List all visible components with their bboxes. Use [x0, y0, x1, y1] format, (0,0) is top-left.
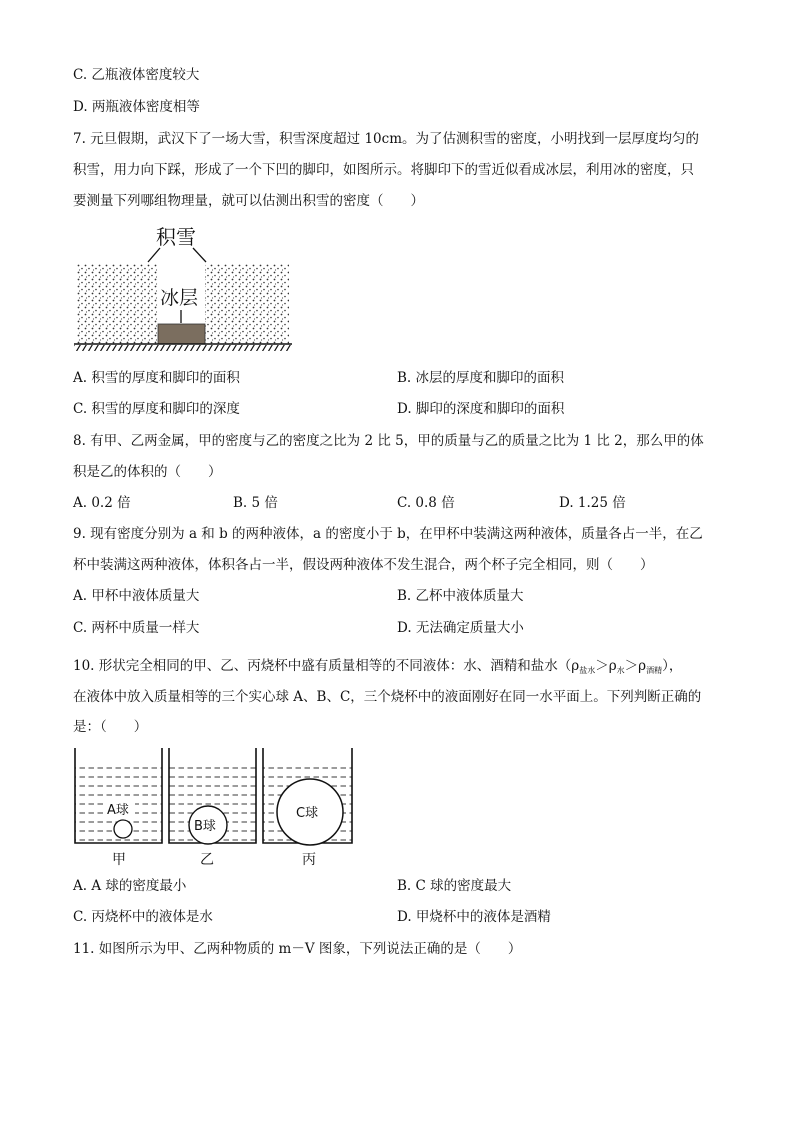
q9-stem-line1: 9. 现有密度分别为 a 和 b 的两种液体，a 的密度小于 b，在甲杯中装满这两种液体，质量各占一半，在乙: [73, 526, 703, 542]
cup-label-bing: 丙: [302, 852, 316, 868]
beaker-bing: [263, 748, 352, 845]
snow-block-right: [205, 264, 289, 344]
q10-stem-line2: 在液体中放入质量相等的三个实心球 A、B、C，三个烧杯中的液面刚好在同一水平面上。下列判断正确的: [73, 689, 702, 705]
q9-option-c: C. 两杯中质量一样大: [73, 620, 200, 636]
cup-label-jia: 甲: [112, 852, 126, 868]
q10-option-d: D. 甲烧杯中的液体是酒精: [397, 909, 551, 925]
beaker-yi: [169, 748, 256, 844]
ball-c-label: C球: [296, 806, 319, 821]
q9-option-b: B. 乙杯中液体质量大: [397, 588, 524, 604]
cup-label-yi: 乙: [200, 852, 214, 868]
q10-option-c: C. 丙烧杯中的液体是水: [73, 909, 213, 925]
q7-snow-footprint-figure: [70, 222, 300, 357]
q7-option-b: B. 冰层的厚度和脚印的面积: [397, 370, 565, 386]
q7-option-d: D. 脚印的深度和脚印的面积: [397, 401, 565, 417]
q7-option-a: A. 积雪的厚度和脚印的面积: [73, 370, 240, 386]
q6-option-c: C. 乙瓶液体密度较大: [73, 67, 200, 83]
q10-beakers-figure: [70, 746, 360, 870]
rho-sub-alcohol: 酒精: [646, 666, 663, 675]
q7-stem-line3: 要测量下列哪组物理量，就可以估测出积雪的密度（ ）: [73, 193, 424, 209]
snow-block-left: [76, 264, 158, 344]
q9-stem-line2: 杯中装满这两种液体，体积各占一半，假设两种液体不发生混合，两个杯子完全相同，则（ ）: [73, 557, 654, 573]
rho-sub-brine: 盐水: [579, 666, 596, 675]
q8-option-b: B. 5 倍: [233, 495, 278, 511]
ball-a-label: A球: [107, 803, 129, 818]
q7-option-c: C. 积雪的厚度和脚印的深度: [73, 401, 240, 417]
beaker-jia: [75, 748, 162, 843]
ice-label: 冰层: [160, 287, 199, 309]
q11-stem-line1: 11. 如图所示为甲、乙两种物质的 m－V 图象，下列说法正确的是（ ）: [73, 941, 522, 957]
snow-label: 积雪: [156, 225, 196, 249]
q10-stem-line1: 10. 形状完全相同的甲、乙、丙烧杯中盛有质量相等的不同液体：水、酒精和盐水$(\rho_{盐水}>\rho_水>\rho_{酒精})$，: [73, 658, 683, 675]
ball-b-label: B球: [194, 819, 216, 834]
q9-option-a: A. 甲杯中液体质量大: [73, 588, 200, 604]
q10-option-b: B. C 球的密度最大: [397, 878, 512, 894]
q8-stem-line2: 积是乙的体积的（ ）: [73, 464, 222, 480]
q10-option-a: A. A 球的密度最小: [73, 878, 187, 894]
ice-layer: [158, 324, 205, 344]
ball-a: [114, 820, 132, 838]
q8-option-a: A. 0.2 倍: [73, 495, 131, 511]
q8-option-d: D. 1.25 倍: [559, 495, 626, 511]
q10-stem-line3: 是：（ ）: [73, 719, 148, 735]
q6-option-d: D. 两瓶液体密度相等: [73, 99, 200, 115]
q8-stem-line1: 8. 有甲、乙两金属，甲的密度与乙的密度之比为 2 比 5，甲的质量与乙的质量之比为 1 比 2，那么甲的体: [73, 433, 704, 449]
q9-option-d: D. 无法确定质量大小: [397, 620, 524, 636]
rho-sub-water: 水: [616, 666, 625, 675]
q7-stem-line1: 7. 元旦假期，武汉下了一场大雪，积雪深度超过 10cm。为了估测积雪的密度，小明找到一层厚度均匀的: [73, 131, 700, 147]
q7-stem-line2: 积雪，用力向下踩，形成了一个下凹的脚印，如图所示。将脚印下的雪近似看成冰层，利用冰的密度，只: [73, 162, 694, 178]
q8-option-c: C. 0.8 倍: [397, 495, 455, 511]
